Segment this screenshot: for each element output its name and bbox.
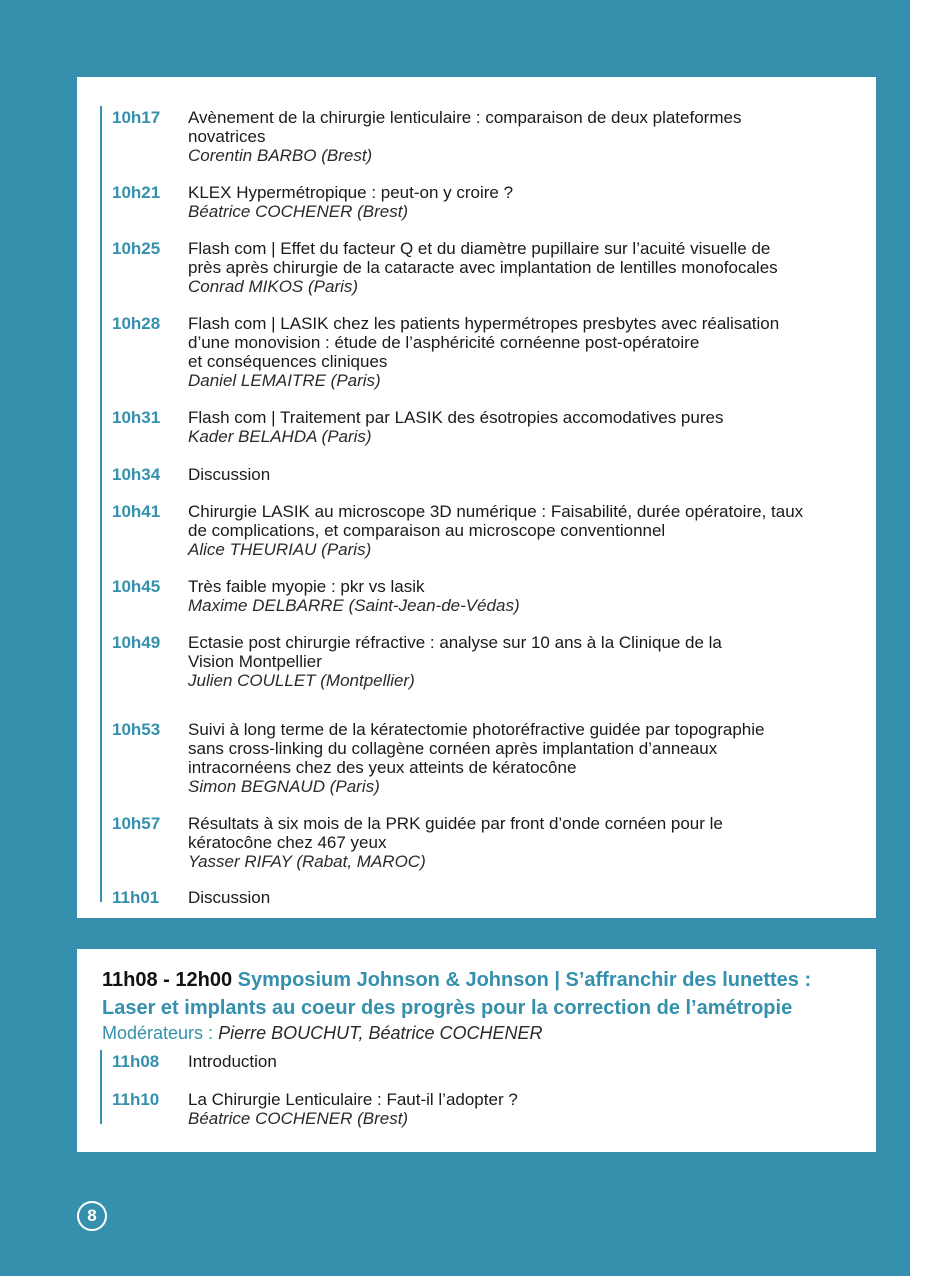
symposium-title-line2: Laser et implants au coeur des progrès pour la correction de l’amétropie [102,997,793,1019]
entry-title-line: Flash com | Traitement par LASIK des ésotropies accomodatives pures [188,408,724,427]
entry-speaker: Yasser RIFAY (Rabat, MAROC) [188,852,426,871]
entry-title-line: Flash com | Effet du facteur Q et du diamètre pupillaire sur l’acuité visuelle de [188,239,771,258]
entry-content [188,633,868,690]
entry-speaker: Corentin BARBO (Brest) [188,146,373,165]
entry-title-line: novatrices [188,127,266,146]
symposium-title-line1: Symposium Johnson & Johnson | S’affranchir des lunettes : [237,969,812,991]
entry-title-line: Chirurgie LASIK au microscope 3D numérique : Faisabilité, durée opératoire, taux [188,502,804,521]
symposium-timeline [100,1050,842,1128]
entry-speaker: Simon BEGNAUD (Paris) [188,777,380,796]
entry-title-line: sans cross-linking du collagène cornéen après implantation d’anneaux [188,739,718,758]
entry-title-line: kératocône chez 467 yeux [188,833,387,852]
entry-content [188,502,868,559]
entry-content [188,408,868,446]
session-timeline [100,106,842,907]
page-number: 8 [77,1201,107,1231]
entry-content [188,720,868,796]
entry-title-line: Discussion [188,888,271,907]
entry-content [188,465,868,484]
entry-time: 10h53 [112,720,161,739]
entry-title-line: de complications, et comparaison au microscope conventionnel [188,521,666,540]
entry-time: 10h49 [112,633,161,652]
entry-content [188,814,868,871]
entry-title-line: près après chirurgie de la cataracte avec implantation de lentilles monofocales [188,258,778,277]
entry-title-line: Ectasie post chirurgie réfractive : analyse sur 10 ans à la Clinique de la [188,633,722,652]
moderators-label: Modérateurs : [102,1023,214,1043]
entry-title-line: Très faible myopie : pkr vs lasik [188,577,425,596]
entry-speaker: Alice THEURIAU (Paris) [188,540,372,559]
entry-title-line: KLEX Hypermétropique : peut-on y croire ? [188,183,514,202]
entry-speaker: Julien COULLET (Montpellier) [188,671,415,690]
entry-content [188,577,868,615]
entry-content [188,1090,868,1128]
entry-time: 10h34 [112,465,161,484]
entry-title-line: Avènement de la chirurgie lenticulaire : comparaison de deux plateformes [188,108,742,127]
entry-speaker: Béatrice COCHENER (Brest) [188,202,409,221]
entry-time: 10h31 [112,408,161,427]
entry-speaker: Daniel LEMAITRE (Paris) [188,371,381,390]
entry-title-line: Discussion [188,465,271,484]
entry-title-line: Flash com | LASIK chez les patients hypermétropes presbytes avec réalisation [188,314,780,333]
entry-content [188,314,868,390]
entry-content [188,183,868,221]
symposium-time: 11h08 - 12h00 [102,969,233,991]
entry-speaker: Maxime DELBARRE (Saint-Jean-de-Védas) [188,596,520,615]
moderators [102,1023,542,1043]
entry-time: 10h45 [112,577,161,596]
symposium-heading [102,966,872,1022]
entry-content [188,239,868,296]
entry-time: 11h01 [112,888,160,907]
entry-speaker: Béatrice COCHENER (Brest) [188,1109,409,1128]
entry-title-line: Suivi à long terme de la kératectomie photoréfractive guidée par topographie [188,720,765,739]
entry-title-line: intracornéens chez des yeux atteints de kératocône [188,758,577,777]
entry-speaker: Conrad MIKOS (Paris) [188,277,359,296]
entry-title-line: Introduction [188,1052,277,1071]
entry-content [188,1052,868,1071]
entry-title-line: La Chirurgie Lenticulaire : Faut-il l’adopter ? [188,1090,518,1109]
entry-time: 11h08 [112,1052,160,1071]
entry-content [188,888,868,907]
entry-content [188,108,868,165]
entry-title-line: Résultats à six mois de la PRK guidée par front d’onde cornéen pour le [188,814,723,833]
entry-time: 11h10 [112,1090,160,1109]
entry-time: 10h17 [112,108,161,127]
moderators-names: Pierre BOUCHUT, Béatrice COCHENER [218,1023,543,1043]
entry-speaker: Kader BELAHDA (Paris) [188,427,372,446]
entry-time: 10h21 [112,183,161,202]
entry-time: 10h41 [112,502,161,521]
entry-title-line: et conséquences cliniques [188,352,388,371]
entry-title-line: Vision Montpellier [188,652,322,671]
entry-time: 10h57 [112,814,161,833]
entry-time: 10h25 [112,239,161,258]
entry-time: 10h28 [112,314,161,333]
entry-title-line: d’une monovision : étude de l’asphéricité cornéenne post-opératoire [188,333,700,352]
